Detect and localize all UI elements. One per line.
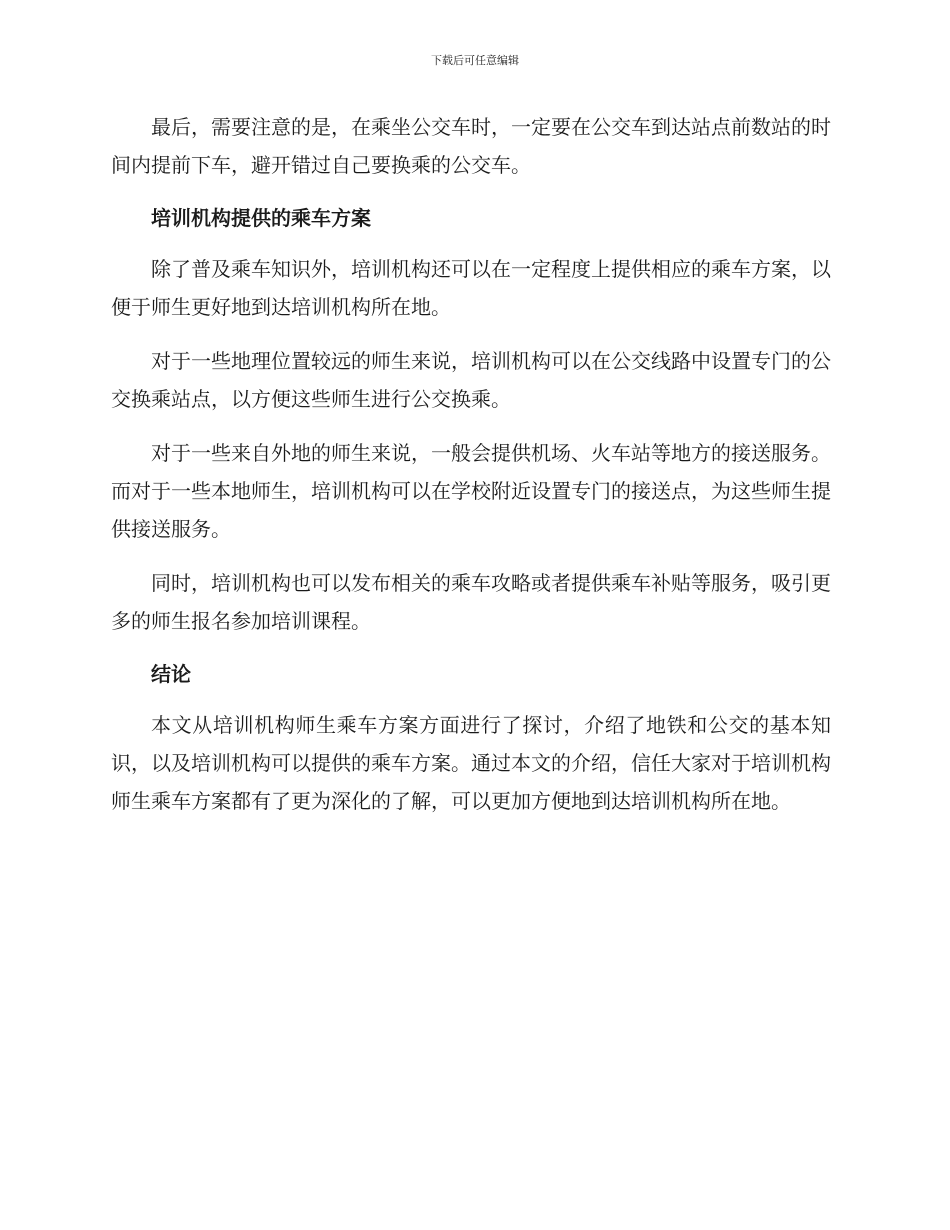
paragraph-travel-guides: 同时，培训机构也可以发布相关的乘车攻略或者提供乘车补贴等服务，吸引更多的师生报名参加培训课程。 [111, 571, 831, 633]
paragraph-pickup-service: 对于一些来自外地的师生来说，一般会提供机场、火车站等地方的接送服务。而对于一些本地师生，培训机构可以在学校附近设置专门的接送点，为这些师生提供接送服务。 [111, 441, 831, 541]
document-body [111, 108, 831, 836]
paragraph-conclusion: 本文从培训机构师生乘车方案方面进行了探讨，介绍了地铁和公交的基本知识，以及培训机构可以提供的乘车方案。通过本文的介绍，信任大家对于培训机构师生乘车方案都有了更为深化的了解，可以更加方便地到达培训机构所在地。 [111, 713, 831, 813]
section-heading-transport-plan: 培训机构提供的乘车方案 [151, 206, 371, 230]
paragraph-transport-plan-intro: 除了普及乘车知识外，培训机构还可以在一定程度上提供相应的乘车方案，以便于师生更好地到达培训机构所在地。 [111, 257, 831, 319]
section-heading-conclusion: 结论 [151, 662, 191, 686]
paragraph-bus-transfer-tip: 最后，需要注意的是，在乘坐公交车时，一定要在公交车到达站点前数站的时间内提前下车，避开错过自己要换乘的公交车。 [111, 115, 831, 177]
page-header: 下载后可任意编辑 [431, 54, 519, 67]
paragraph-transfer-stations: 对于一些地理位置较远的师生来说，培训机构可以在公交线路中设置专门的公交换乘站点，以方便这些师生进行公交换乘。 [111, 349, 831, 411]
